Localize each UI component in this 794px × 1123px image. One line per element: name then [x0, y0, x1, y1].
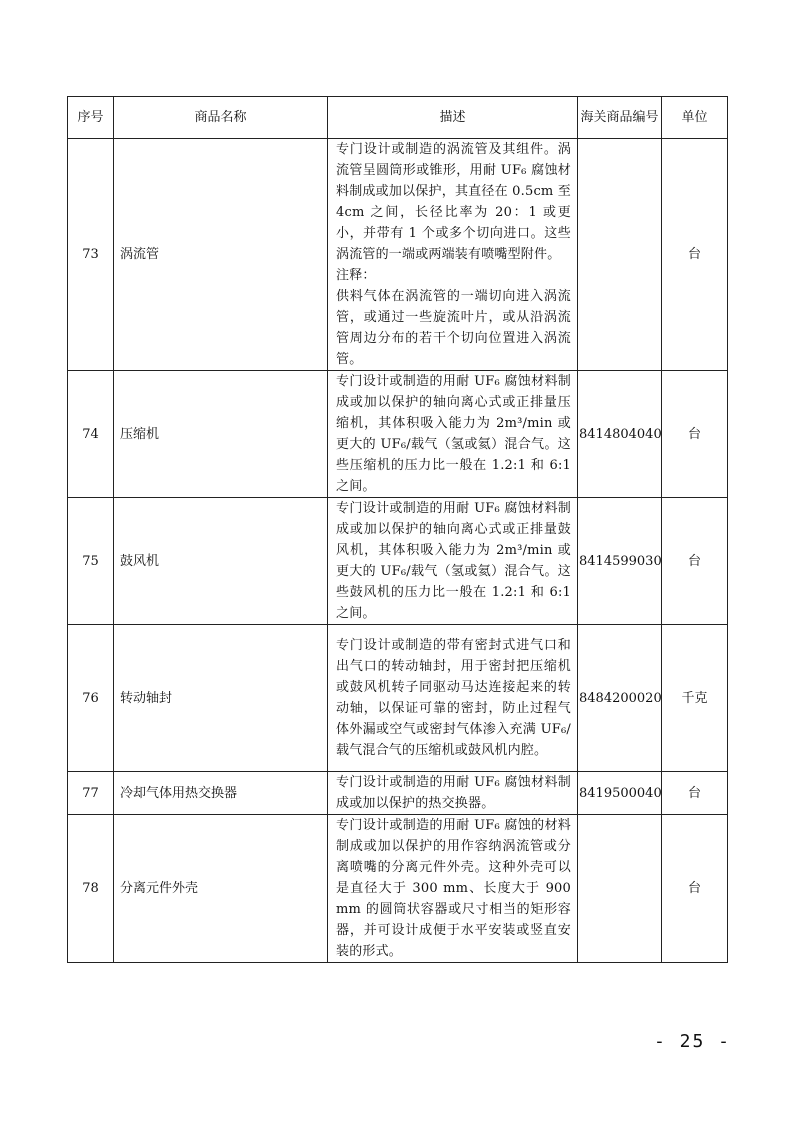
row-desc-text: 专门设计或制造的涡流管及其组件。涡流管呈圆筒形或锥形，用耐 UF₆ 腐蚀材料制成或加以保护，其直径在 0.5cm 至 4cm 之间，长径比率为 20：1 或更小，并带有 1 个或多个切向进口。这些涡流管的一端或两端装有喷嘴型附件。: [336, 142, 571, 262]
row-unit: 台: [662, 815, 728, 963]
row-unit: 台: [662, 139, 728, 371]
row-code: 8419500040: [578, 772, 662, 815]
row-note-text: 供料气体在涡流管的一端切向进入涡流管，或通过一些旋流叶片，或从沿涡流管周边分布的若干个切向位置进入涡流管。: [336, 289, 571, 367]
row-name: 转动轴封: [114, 625, 328, 772]
page-number: - 25 -: [654, 1031, 732, 1052]
row-name: 涡流管: [114, 139, 328, 371]
table-row: [68, 498, 728, 625]
row-no: 77: [68, 772, 114, 815]
row-desc: 专门设计或制造的带有密封式进气口和出气口的转动轴封，用于密封把压缩机或鼓风机转子同驱动马达连接起来的转动轴，以保证可靠的密封，防止过程气体外漏或空气或密封气体渗入充满 UF₆/载气混合气的压缩机或鼓风机内腔。: [328, 625, 578, 772]
header-no: 序号: [68, 97, 114, 139]
table-row: [68, 139, 728, 371]
row-code: 8414599030: [578, 498, 662, 625]
table-row: [68, 772, 728, 815]
header-desc: 描述: [328, 97, 578, 139]
table-row: [68, 371, 728, 498]
row-desc: [328, 139, 578, 371]
row-unit: 台: [662, 498, 728, 625]
table-row: [68, 625, 728, 772]
row-name: 压缩机: [114, 371, 328, 498]
row-no: 75: [68, 498, 114, 625]
row-code: 8484200020: [578, 625, 662, 772]
row-code: [578, 139, 662, 371]
row-unit: 千克: [662, 625, 728, 772]
row-no: 76: [68, 625, 114, 772]
row-unit: 台: [662, 371, 728, 498]
header-name: 商品名称: [114, 97, 328, 139]
row-no: 73: [68, 139, 114, 371]
row-desc: 专门设计或制造的用耐 UF₆ 腐蚀材料制成或加以保护的轴向离心式或正排量压缩机，其体积吸入能力为 2m³/min 或更大的 UF₆/载气（氢或氦）混合气。这些压缩机的压力比一般在 1.2:1 和 6:1 之间。: [328, 371, 578, 498]
row-code: 8414804040: [578, 371, 662, 498]
table-row: [68, 815, 728, 963]
row-unit: 台: [662, 772, 728, 815]
row-name: 鼓风机: [114, 498, 328, 625]
row-name: 冷却气体用热交换器: [114, 772, 328, 815]
row-code: [578, 815, 662, 963]
header-code: 海关商品编号: [578, 97, 662, 139]
table-header-row: [68, 97, 728, 139]
row-no: 74: [68, 371, 114, 498]
row-desc: 专门设计或制造的用耐 UF₆ 腐蚀材料制成或加以保护的热交换器。: [328, 772, 578, 815]
goods-table: [67, 96, 728, 963]
row-desc: 专门设计或制造的用耐 UF₆ 腐蚀材料制成或加以保护的轴向离心式或正排量鼓风机，其体积吸入能力为 2m³/min 或更大的 UF₆/载气（氢或氦）混合气。这些鼓风机的压力比一般在 1.2:1 和 6:1 之间。: [328, 498, 578, 625]
header-unit: 单位: [662, 97, 728, 139]
row-no: 78: [68, 815, 114, 963]
row-name: 分离元件外壳: [114, 815, 328, 963]
row-desc: 专门设计或制造的用耐 UF₆ 腐蚀的材料制成或加以保护的用作容纳涡流管或分离喷嘴的分离元件外壳。这种外壳可以是直径大于 300 mm、长度大于 900 mm 的圆筒状容器或尺寸相当的矩形容器，并可设计成便于水平安装或竖直安装的形式。: [328, 815, 578, 963]
row-note-label: 注释：: [336, 268, 376, 283]
